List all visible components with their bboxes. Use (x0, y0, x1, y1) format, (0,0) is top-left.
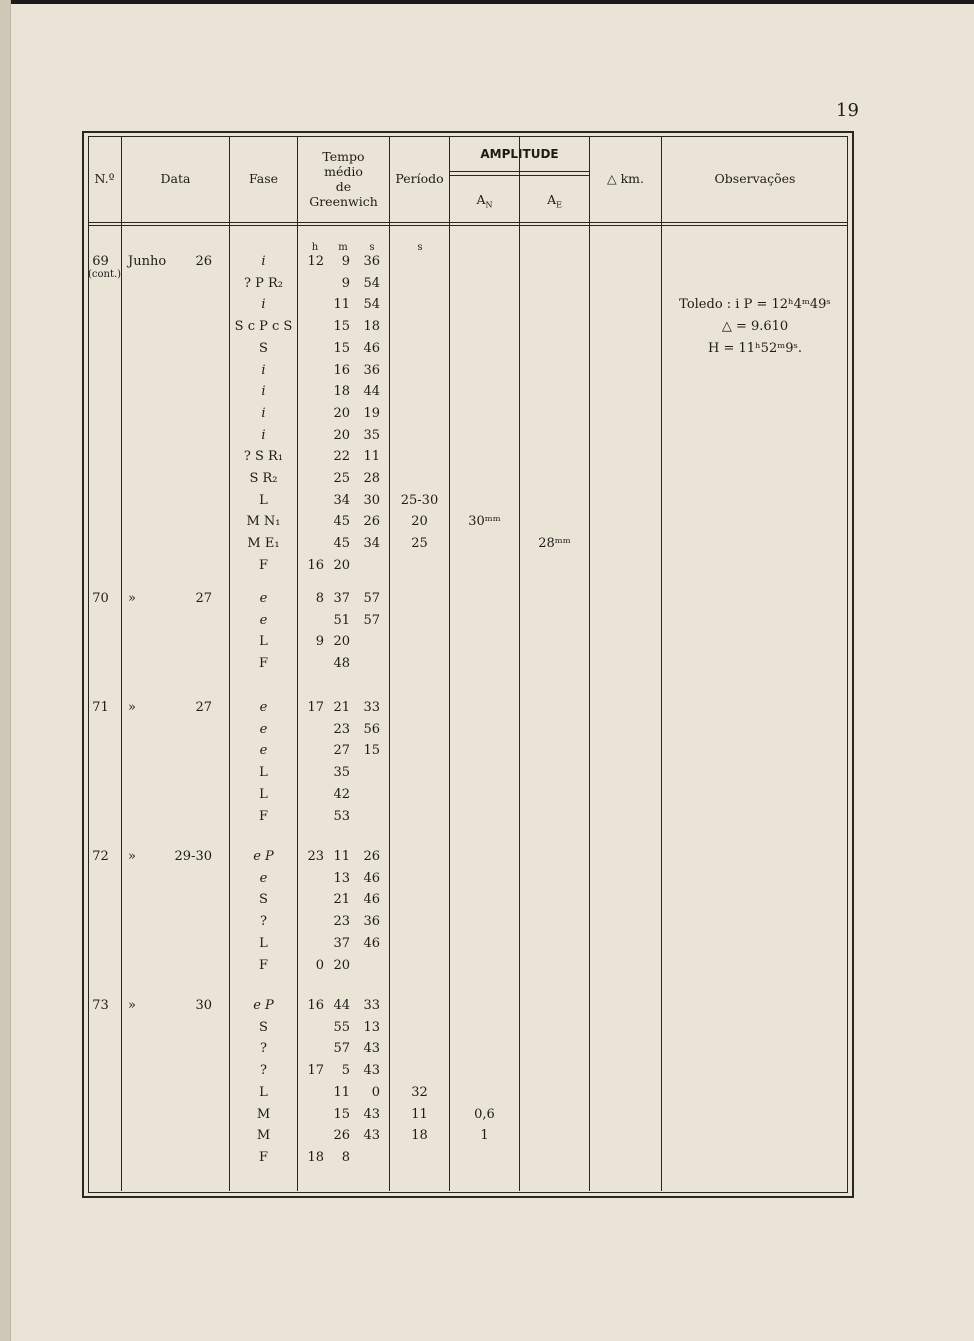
cell-minute: 23 (333, 914, 350, 930)
cell-second: 30 (363, 492, 380, 508)
cell-fase: S c P c S (234, 319, 293, 335)
cell-minute: 16 (333, 362, 350, 378)
header-an-letter: A (476, 192, 486, 207)
cell-minute: 34 (333, 492, 350, 508)
header-tempo-1: Tempo (322, 149, 365, 164)
cell-amplitude-n: 30ᵐᵐ (468, 514, 501, 530)
cell-fase: e (259, 591, 268, 606)
cell-day: 27 (195, 591, 212, 606)
cell-day: 29-30 (174, 849, 212, 864)
header-ae-sub: E (556, 200, 562, 210)
amplitude-rule-2 (450, 175, 589, 176)
cell-minute: 45 (333, 536, 350, 552)
cell-fase: L (259, 1084, 268, 1100)
cell-minute: 42 (333, 786, 350, 802)
cell-second: 33 (363, 700, 380, 715)
cell-day: 30 (195, 998, 212, 1013)
cell-fase: ? (260, 1063, 267, 1079)
header-data: Data (160, 171, 191, 186)
cell-second: 19 (363, 405, 380, 421)
cell-second: 57 (363, 591, 380, 606)
cell-second: 46 (363, 340, 380, 356)
header-observacoes: Observações (714, 171, 796, 186)
cell-fase: i (261, 427, 266, 443)
cell-minute: 15 (333, 340, 350, 356)
unit-m: m (338, 242, 348, 253)
cell-minute: 45 (333, 514, 350, 530)
cell-fase: S (259, 892, 268, 908)
cell-fase: M N₁ (246, 514, 281, 530)
cell-second: 36 (363, 362, 380, 378)
cell-month: » (128, 591, 136, 606)
col-sep-tempo (389, 136, 390, 1191)
cell-fase: F (258, 957, 269, 973)
cell-fase: S (259, 340, 268, 356)
cell-hour: 17 (307, 1063, 324, 1079)
cell-minute: 20 (333, 557, 350, 573)
cell-second: 15 (363, 743, 380, 759)
header-rule-1 (88, 222, 848, 223)
cell-second: 56 (363, 721, 380, 737)
cell-second: 11 (363, 449, 380, 465)
cell-second: 13 (363, 1019, 380, 1035)
header-amplitude: AMPLITUDE (480, 147, 559, 161)
page-number: 19 (836, 100, 859, 121)
cell-hour: 23 (307, 849, 324, 864)
cell-minute: 9 (341, 254, 350, 269)
cell-second: 34 (363, 536, 380, 552)
cell-minute: 13 (333, 870, 350, 886)
cell-fase: e (259, 700, 268, 715)
cell-minute: 27 (333, 743, 350, 759)
cell-month: » (128, 700, 136, 715)
cell-fase: e P (253, 849, 274, 864)
cell-hour: 16 (307, 557, 324, 573)
cell-minute: 15 (333, 1106, 350, 1122)
cell-num: 73 (92, 998, 109, 1013)
cell-amplitude-e: 28ᵐᵐ (538, 536, 571, 552)
cell-minute: 55 (333, 1019, 350, 1035)
cell-minute: 57 (333, 1041, 350, 1057)
observations (662, 294, 848, 360)
cell-month: » (128, 998, 136, 1013)
cell-fase: e (259, 743, 268, 759)
cell-minute: 25 (333, 471, 350, 486)
unit-s: s (369, 242, 375, 253)
header-num: N.º (94, 171, 115, 186)
header-delta-km: △ km. (607, 171, 644, 186)
cell-hour: 0 (315, 957, 324, 973)
cell-second: 43 (363, 1128, 380, 1144)
cell-minute: 15 (333, 319, 350, 335)
cell-fase: e (259, 870, 268, 886)
cell-fase: i (261, 297, 266, 313)
cell-fase: F (258, 557, 269, 573)
col-sep-num (121, 136, 122, 1191)
unit-period-s: s (417, 242, 423, 253)
cell-period: 18 (411, 1128, 428, 1144)
header-tempo (298, 149, 389, 209)
cell-minute: 20 (333, 405, 350, 421)
cell-minute: 44 (333, 998, 350, 1013)
cell-minute: 18 (333, 384, 350, 400)
cell-fase: L (259, 634, 268, 650)
cell-fase: i (261, 362, 266, 378)
cell-fase: M E₁ (247, 536, 280, 552)
cell-minute: 11 (333, 1084, 350, 1100)
cell-minute: 26 (333, 1128, 350, 1144)
header-tempo-4: Greenwich (309, 194, 378, 209)
page-top-edge (0, 0, 974, 4)
cell-amplitude-n: 1 (480, 1128, 489, 1144)
cell-minute: 53 (333, 808, 350, 824)
header-ae-letter: A (547, 192, 557, 207)
cell-second: 33 (363, 998, 380, 1013)
cell-fase: ? (260, 914, 267, 930)
cell-minute: 48 (333, 656, 350, 672)
header-an-sub: N (485, 200, 493, 210)
cell-minute: 11 (333, 849, 350, 864)
cell-hour: 12 (307, 254, 324, 269)
cell-day: 26 (195, 254, 212, 269)
cell-fase: e P (253, 998, 274, 1013)
cell-hour: 18 (307, 1149, 324, 1165)
cell-amplitude-n: 0,6 (474, 1106, 495, 1122)
cell-minute: 9 (341, 275, 350, 291)
cell-num-note: (cont.) (88, 269, 122, 280)
cell-second: 36 (363, 914, 380, 930)
cell-second: 44 (363, 384, 380, 400)
cell-second: 43 (363, 1041, 380, 1057)
cell-second: 36 (363, 254, 380, 269)
cell-fase: e (259, 612, 268, 628)
cell-minute: 20 (333, 427, 350, 443)
cell-fase: i (261, 254, 266, 269)
cell-fase: L (259, 492, 268, 508)
cell-fase: L (259, 765, 268, 781)
cell-second: 54 (363, 297, 380, 313)
header-periodo: Período (395, 171, 444, 186)
cell-fase: ? S R₁ (243, 449, 284, 465)
cell-second: 35 (363, 427, 380, 443)
cell-second: 57 (363, 612, 380, 628)
cell-hour: 9 (315, 634, 324, 650)
col-sep-an (519, 136, 520, 1191)
amplitude-rule-1 (450, 171, 589, 172)
cell-second: 26 (363, 514, 380, 530)
header-ae (520, 192, 589, 213)
cell-second: 46 (363, 935, 380, 951)
cell-period: 20 (411, 514, 428, 530)
cell-second: 46 (363, 892, 380, 908)
cell-fase: i (261, 384, 266, 400)
cell-minute: 5 (341, 1063, 350, 1079)
header-tempo-3: de (335, 179, 352, 194)
cell-minute: 8 (341, 1149, 350, 1165)
cell-fase: S R₂ (249, 471, 278, 486)
cell-fase: ? (260, 1041, 267, 1057)
header-rule-2 (88, 225, 848, 226)
cell-second: 46 (363, 870, 380, 886)
cell-second: 43 (363, 1063, 380, 1079)
header-an (450, 192, 519, 213)
cell-hour: 17 (307, 700, 324, 715)
cell-month: Junho (128, 254, 167, 269)
cell-fase: i (261, 405, 266, 421)
cell-fase: S (259, 1019, 268, 1035)
cell-minute: 20 (333, 634, 350, 650)
cell-minute: 22 (333, 449, 350, 465)
cell-second: 28 (363, 471, 380, 486)
cell-num: 71 (92, 700, 109, 715)
cell-fase: e (259, 721, 268, 737)
cell-num: 70 (92, 591, 109, 606)
col-sep-fase (297, 136, 298, 1191)
cell-fase: ? P R₂ (244, 275, 283, 291)
cell-period: 25 (411, 536, 428, 552)
page-left-edge (0, 0, 11, 1341)
cell-second: 43 (363, 1106, 380, 1122)
cell-second: 0 (371, 1084, 380, 1100)
cell-day: 27 (195, 700, 212, 715)
unit-h: h (311, 242, 319, 253)
cell-fase: F (258, 808, 269, 824)
obs-line-2: △ = 9.610 (721, 319, 789, 334)
cell-fase: F (258, 1149, 269, 1165)
cell-minute: 51 (333, 612, 350, 628)
cell-minute: 23 (333, 721, 350, 737)
cell-minute: 20 (333, 957, 350, 973)
cell-num: 69 (92, 254, 109, 269)
cell-num: 72 (92, 849, 109, 864)
header-fase: Fase (248, 171, 279, 186)
cell-period: 11 (411, 1106, 428, 1122)
obs-line-3: H = 11ʰ52ᵐ9ˢ. (708, 341, 802, 356)
cell-fase: M (256, 1106, 271, 1122)
cell-fase: M (256, 1128, 271, 1144)
cell-second: 54 (363, 275, 380, 291)
cell-minute: 37 (333, 935, 350, 951)
cell-second: 26 (363, 849, 380, 864)
cell-minute: 37 (333, 591, 350, 606)
cell-period: 25-30 (400, 492, 439, 508)
col-sep-periodo (449, 136, 450, 1191)
cell-fase: L (259, 935, 268, 951)
cell-minute: 35 (333, 765, 350, 781)
cell-second: 18 (363, 319, 380, 335)
cell-period: 32 (411, 1084, 428, 1100)
obs-line-1: Toledo : i P = 12ʰ4ᵐ49ˢ (679, 297, 831, 312)
cell-minute: 21 (333, 892, 350, 908)
cell-fase: F (258, 656, 269, 672)
col-sep-ae (589, 136, 590, 1191)
cell-minute: 21 (333, 700, 350, 715)
header-tempo-2: médio (324, 164, 363, 179)
cell-hour: 16 (307, 998, 324, 1013)
cell-month: » (128, 849, 136, 864)
cell-fase: L (259, 786, 268, 802)
cell-hour: 8 (315, 591, 324, 606)
cell-minute: 11 (333, 297, 350, 313)
